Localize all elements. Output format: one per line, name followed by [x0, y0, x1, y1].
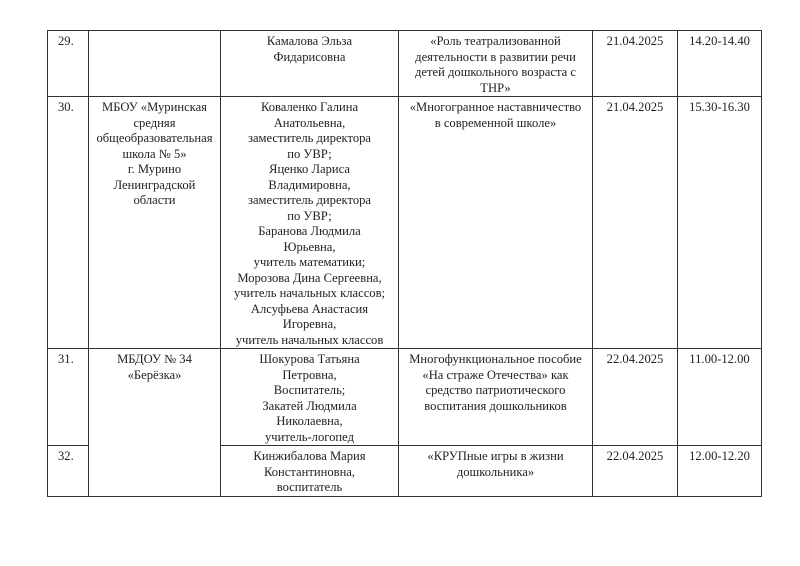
- topic-cell: «КРУПные игры в жизни дошкольника»: [399, 446, 593, 497]
- topic-cell: «Роль театрализованной деятельности в развитии речи детей дошкольного возраста с ТНР»: [399, 31, 593, 97]
- table-row: [48, 349, 762, 446]
- time-cell: 15.30-16.30: [678, 97, 762, 349]
- row-number: 30.: [48, 97, 89, 349]
- organization-cell: МБОУ «Муринская средняя общеобразовательная школа № 5» г. Мурино Ленинградской области: [89, 97, 221, 349]
- events-table: [47, 30, 762, 497]
- time-cell: 14.20-14.40: [678, 31, 762, 97]
- participants-cell: Кинжибалова Мария Константиновна, воспитатель: [221, 446, 399, 497]
- table-row: [48, 97, 762, 349]
- date-cell: 22.04.2025: [593, 446, 678, 497]
- participants-cell: Шокурова Татьяна Петровна, Воспитатель; Закатей Людмила Николаевна, учитель-логопед: [221, 349, 399, 446]
- time-cell: 12.00-12.20: [678, 446, 762, 497]
- participants-cell: Камалова Эльза Фидарисовна: [221, 31, 399, 97]
- table-row: [48, 31, 762, 97]
- organization-cell: МБДОУ № 34 «Берёзка»: [89, 349, 221, 497]
- date-cell: 21.04.2025: [593, 31, 678, 97]
- topic-cell: Многофункциональное пособие «На страже Отечества» как средство патриотического воспитания дошкольников: [399, 349, 593, 446]
- participants-cell: Коваленко Галина Анатольевна, заместитель директора по УВР; Яценко Лариса Владимировна, заместитель директора по УВР; Баранова Людмила Юрьевна, учитель математики; Морозова Дина Сергеевна, учитель начальных классов; Алсуфьева Анастасия Игоревна, учитель начальных классов: [221, 97, 399, 349]
- date-cell: 21.04.2025: [593, 97, 678, 349]
- date-cell: 22.04.2025: [593, 349, 678, 446]
- time-cell: 11.00-12.00: [678, 349, 762, 446]
- row-number: 32.: [48, 446, 89, 497]
- topic-cell: «Многогранное наставничество в современной школе»: [399, 97, 593, 349]
- organization-cell: [89, 31, 221, 97]
- row-number: 31.: [48, 349, 89, 446]
- row-number: 29.: [48, 31, 89, 97]
